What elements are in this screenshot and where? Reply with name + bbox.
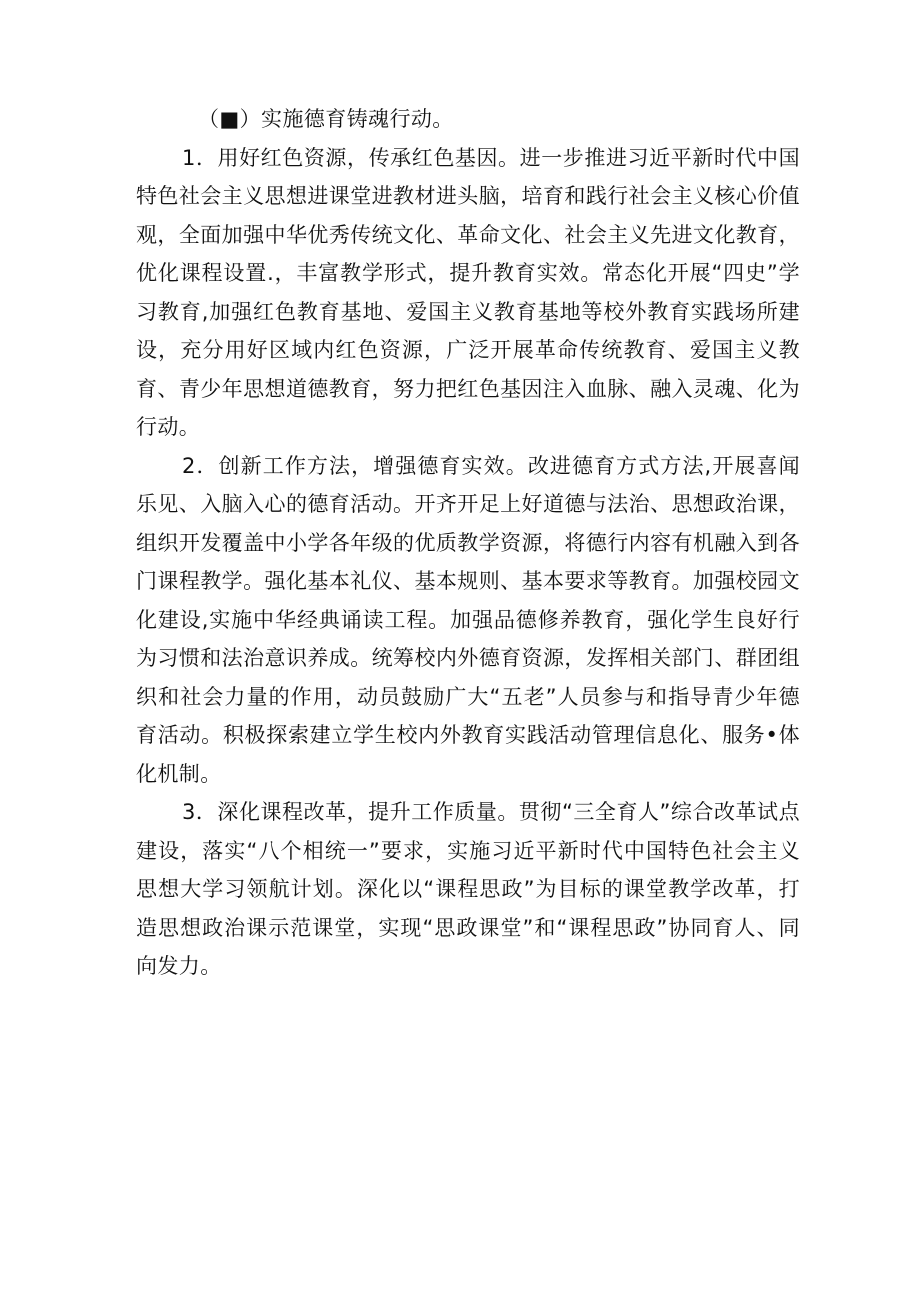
paragraph-2: 2．创新工作方法，增强德育实效。改进德育方式方法,开展喜闻乐见、入脑入心的德育活动。开齐开足上好道德与法治、思想政治课，组织开发覆盖中小学各年级的优质教学资源，将德行内容有机融入到各门课程教学。强化基本礼仪、基本规则、基本要求等教育。加强校园文化建设,实施中华经典诵读工程。加强品德修养教育，强化学生良好行为习惯和法治意识养成。统筹校内外德育资源，发挥相关部门、群团组织和社会力量的作用，动员鼓励广大“五老”人员参与和指导青少年德育活动。积极探索建立学生校内外教育实践活动管理信息化、服务•体化机制。 [136, 453, 800, 786]
paragraph-3: 3．深化课程改革，提升工作质量。贯彻“三全育人”综合改革试点建设，落实“八个相统一”要求，实施习近平新时代中国特色社会主义思想大学习领航计划。深化以“课程思政”为目标的课堂教学改革，打造思想政治课示范课堂，实现“思政课堂”和“课程思政”协同育人、同向发力。 [136, 800, 800, 978]
document-body [136, 100, 800, 986]
paragraph-1: 1．用好红色资源，传承红色基因。进一步推进习近平新时代中国特色社会主义思想进课堂进教材进头脑，培育和践行社会主义核心价值观，全面加强中华优秀传统文化、革命文化、社会主义先进文化教育，优化课程设置.，丰富教学形式，提升教育实效。常态化开展“四史”学习教育,加强红色教育基地、爱国主义教育基地等校外教育实践场所建设，充分用好区域内红色资源，广泛开展革命传统教育、爱国主义教育、青少年思想道德教育，努力把红色基因注入血脉、融入灵魂、化为行动。 [136, 145, 800, 439]
section-heading: （■）实施德育铸魂行动。 [198, 107, 454, 131]
